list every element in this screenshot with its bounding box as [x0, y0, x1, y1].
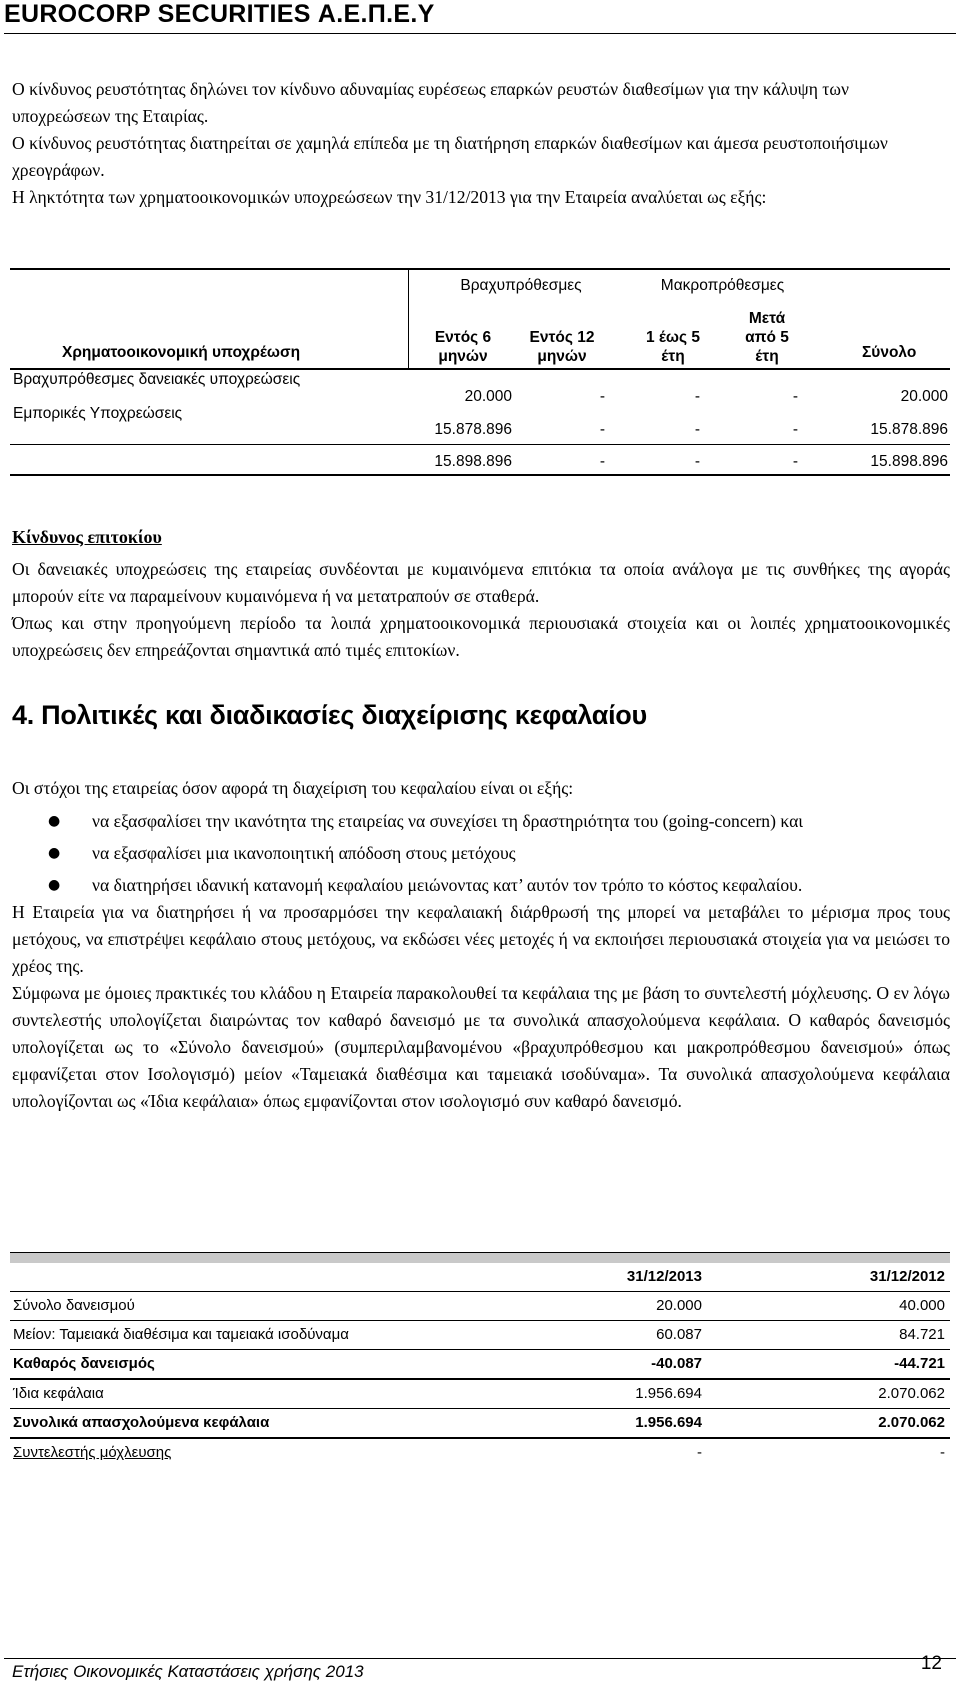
list-item: ● να εξασφαλίσει την ικανότητα της εταιρείας να συνεχίσει τη δραστηριότητα του (going-concern) και: [12, 808, 950, 835]
row-value-total: 20.000: [900, 388, 948, 405]
leverage-table: [10, 1252, 950, 1467]
row-value-over5: -: [792, 421, 798, 438]
interest-paragraph-2: Όπως και στην προηγούμενη περίοδο τα λοιπά χρηματοοικονομικά περιουσιακά στοιχεία και οι λοιπές χρηματοοικονομικές υποχρεώσεις δεν επηρεάζονται σημαντικά από τιμές επιτοκίων.: [12, 613, 950, 660]
capital-management-text: [12, 775, 950, 1115]
row-value-12m: -: [599, 421, 605, 438]
group-long-term: Μακροπρόθεσμες: [660, 277, 785, 294]
page-number: 12: [920, 1653, 942, 1674]
capital-paragraph-3: Σύμφωνα με όμοιες πρακτικές του κλάδου η Εταιρεία παρακολουθεί τα κεφάλαια της με βάση το συντελεστή μόχλευσης. Ο εν λόγω συντελεστής υπολογίζεται διαιρώντας τον καθαρό δανεισμό με τα συνολικά απασχολούμενα κεφάλαια. Ο καθαρός δανεισμός υπολογίζεται ως το «Σύνολο δανεισμού» (συμπεριλαμβανομένου «βραχυπρόθεσμου και μακροπρόθεσμου δανεισμού» όπως εμφανίζεται στον Ισολογισμό) μείον «Ταμειακά διαθέσιμα και ταμειακά ισοδύναμα». Τα συνολικά απασχολούμενα κεφάλαια υπολογίζονται ως «Ίδια κεφάλαια» όπως εμφανίζονται στον ισολογισμό συν καθαρό δανεισμό.: [12, 983, 950, 1111]
table-row: Σύνολο δανεισμού 20.000 40.000: [10, 1292, 950, 1321]
capital-objectives-list: [12, 808, 950, 899]
subtotal-rule: [10, 444, 950, 445]
interest-risk-text: [12, 556, 950, 664]
header-rule: [4, 33, 956, 34]
company-header: EUROCORP SECURITIES Α.Ε.Π.Ε.Υ: [4, 0, 435, 28]
col-header-12m: Εντός 12 μηνών: [529, 329, 595, 365]
list-item: ● να διατηρήσει ιδανική κατανομή κεφαλαίου μειώνοντας κατ’ αυτόν τον τρόπο το κόστος κεφαλαίου.: [12, 872, 950, 899]
table-top-rule: [10, 268, 950, 270]
intro-paragraph-3: Η ληκτότητα των χρηματοοικονομικών υποχρεώσεων την 31/12/2013 για την Εταιρεία αναλύεται ως εξής:: [12, 187, 767, 207]
total-value-12m: -: [599, 453, 605, 470]
col-header-2012: 31/12/2012: [869, 1268, 945, 1285]
total-value-1to5: -: [694, 453, 700, 470]
col-header-1to5: 1 έως 5 έτη: [645, 329, 700, 365]
bullet-icon: ●: [48, 877, 61, 893]
interest-risk-title: Κίνδυνος επιτοκίου: [12, 527, 162, 547]
section-4-heading: 4. Πολιτικές και διαδικασίες διαχείρισης κεφαλαίου: [12, 700, 647, 730]
intro-paragraph-1: Ο κίνδυνος ρευστότητας δηλώνει τον κίνδυνο αδυναμίας ευρέσεως επαρκών ρευστών διαθεσίμων για την κάλυψη των υποχρεώσεων της Εταιρίας.: [12, 79, 849, 126]
table-row: Μείον: Ταμειακά διαθέσιμα και ταμειακά ισοδύναμα 60.087 84.721: [10, 1321, 950, 1350]
total-value-6m: 15.898.896: [434, 453, 512, 470]
col-header-liability: Χρηματοοικονομική υποχρέωση: [62, 344, 301, 361]
group-short-term: Βραχυπρόθεσμες: [460, 277, 582, 294]
row-label: Βραχυπρόθεσμες δανειακές υποχρεώσεις: [13, 371, 301, 388]
row-value-1to5: -: [694, 388, 700, 405]
footer-rule: [4, 1658, 956, 1659]
table-row: Καθαρός δανεισμός -40.087 -44.721: [10, 1350, 950, 1380]
col-header-total: Σύνολο: [862, 344, 917, 361]
list-item: ● να εξασφαλίσει μια ικανοποιητική απόδοση στους μετόχους: [12, 840, 950, 867]
footer-title: Ετήσιες Οικονομικές Καταστάσεις χρήσης 2013: [12, 1662, 364, 1681]
row-label: Εμπορικές Υποχρεώσεις: [13, 405, 183, 422]
interest-paragraph-1: Οι δανειακές υποχρεώσεις της εταιρείας συνδέονται με κυμαινόμενα επιτόκια τα οποία ανάλογα με τις συνθήκες της αγοράς μπορούν είτε να παραμείνουν κυμαινόμενα ή να μετατραπούν σε σταθερά.: [12, 559, 950, 606]
table-column-divider: [408, 268, 409, 369]
capital-intro: Οι στόχοι της εταιρείας όσον αφορά τη διαχείριση του κεφαλαίου είναι οι εξής:: [12, 778, 574, 798]
intro-paragraph-2: Ο κίνδυνος ρευστότητας διατηρείται σε χαμηλά επίπεδα με τη διατήρηση επαρκών διαθεσίμων και άμεσα ρευστοποιήσιμων χρεογράφων.: [12, 133, 888, 180]
row-value-total: 15.878.896: [870, 421, 948, 438]
col-header-6m: Εντός 6 μηνών: [434, 329, 492, 365]
row-value-over5: -: [792, 388, 798, 405]
bullet-icon: ●: [48, 813, 61, 829]
total-value-total: 15.898.896: [870, 453, 948, 470]
table-row: Ίδια κεφάλαια 1.956.694 2.070.062: [10, 1380, 950, 1409]
row-value-6m: 15.878.896: [434, 421, 512, 438]
row-value-1to5: -: [694, 421, 700, 438]
header-bottom-rule: [10, 368, 950, 370]
table-header-bar: [10, 1252, 950, 1263]
col-header-2013: 31/12/2013: [626, 1268, 702, 1285]
liquidity-risk-intro: [12, 76, 950, 211]
total-value-over5: -: [792, 453, 798, 470]
col-header-over5: Μετά από 5 έτη: [745, 310, 789, 365]
capital-paragraph-2: Η Εταιρεία για να διατηρήσει ή να προσαρμόσει την κεφαλαιακή διάρθρωσή της μπορεί να μεταβάλει το μέρισμα προς τους μετόχους, να επιστρέψει κεφάλαιο στους μετόχους, να εκδώσει νέες μετοχές ή να εκποιήσει περιουσιακά στοιχεία για να μειώσει το χρέος της.: [12, 902, 950, 976]
table-row: Συνολικά απασχολούμενα κεφάλαια 1.956.694 2.070.062: [10, 1409, 950, 1439]
table-header-row: [10, 1263, 950, 1292]
liquidity-table: [10, 268, 950, 500]
table-row: Συντελεστής μόχλευσης - -: [13, 1444, 945, 1461]
row-value-12m: -: [599, 388, 605, 405]
bullet-icon: ●: [48, 845, 61, 861]
row-value-6m: 20.000: [464, 388, 512, 405]
table-bottom-rule: [10, 474, 950, 476]
